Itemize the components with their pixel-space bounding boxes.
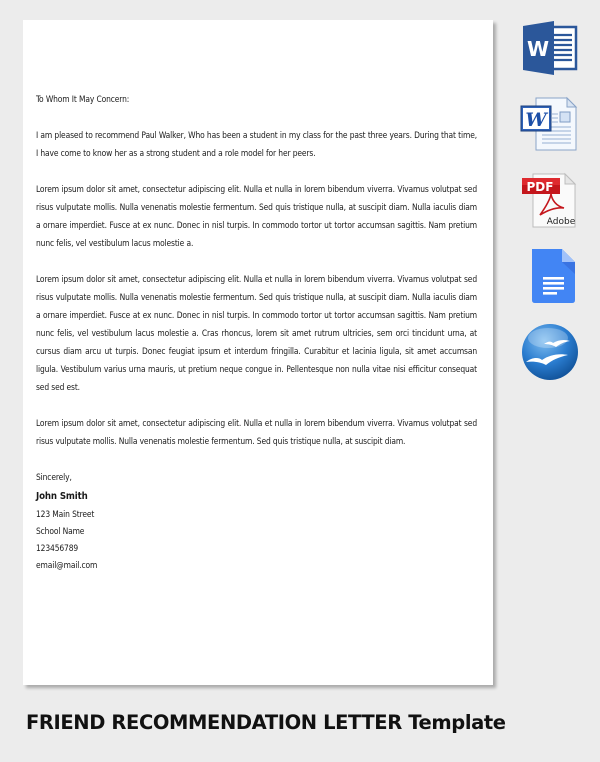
template-caption xyxy=(26,711,506,734)
caption-title: FRIEND RECOMMENDATION LETTER xyxy=(26,711,402,734)
svg-text:W: W xyxy=(526,37,550,61)
openoffice-icon[interactable] xyxy=(520,322,580,382)
letter-closing: Sincerely, xyxy=(36,472,72,482)
svg-text:PDF: PDF xyxy=(526,180,554,194)
letter-body xyxy=(36,90,477,574)
svg-text:W: W xyxy=(525,109,547,131)
signature-phone: 123456789 xyxy=(36,543,79,553)
letter-paragraph-intro: I am pleased to recommend Paul Walker, Who has been a student in my class for the past three years. During that time, I have come to know her as a strong student and a role model for her peers. xyxy=(36,130,477,158)
signature-school: School Name xyxy=(36,526,85,536)
letter-paragraph: Lorem ipsum dolor sit amet, consectetur adipiscing elit. Nulla et nulla in lorem bibendum viverra. Vivamus volutpat sed risus vulputate mollis. Nulla venenatis molestie fermentum. Sed quis tristique nulla, at suscipit diam. xyxy=(36,418,477,446)
google-docs-icon[interactable] xyxy=(520,246,580,306)
letter-salutation: To Whom It May Concern: xyxy=(36,94,130,104)
format-icons xyxy=(520,18,580,398)
svg-text:Adobe: Adobe xyxy=(546,217,576,227)
pdf-adobe-icon[interactable] xyxy=(520,170,580,230)
caption-suffix: Template xyxy=(408,711,506,734)
letter-sheet xyxy=(23,20,493,685)
signature-name: John Smith xyxy=(36,491,88,502)
letter-paragraph: Lorem ipsum dolor sit amet, consectetur adipiscing elit. Nulla et nulla in lorem bibendum viverra. Vivamus volutpat sed risus vulputate mollis. Nulla venenatis molestie fermentum. Sed quis tristique nulla, at suscipit diam. Nulla iaculis diam a ornare imperdiet. Fusce at ex nunc. Donec in nisl turpis. In commodo tortor ut tortor accumsan sagittis. Nam pretium nunc felis, vel vestibulum lacus molestie a. Cras rhoncus, lorem sit amet rutrum ultricies, sem orci tincidunt urna, at cursus diam arcu ut turpis. Donec feugiat ipsum et interdum fringilla. Curabitur et lacinia ligula, sit amet accumsan ligula. Vestibulum varius urna mauris, ut pretium neque congue in. Pellentesque non nulla vitae nisi efficitur consequat sed sed est. xyxy=(36,274,477,392)
ms-word-2003-icon[interactable] xyxy=(520,94,580,154)
letter-paragraph: Lorem ipsum dolor sit amet, consectetur adipiscing elit. Nulla et nulla in lorem bibendum viverra. Vivamus volutpat sed risus vulputate mollis. Nulla venenatis molestie fermentum. Sed quis tristique nulla, at suscipit diam. Nulla iaculis diam a ornare imperdiet. Fusce at ex nunc. Donec in nisl turpis. In commodo tortor ut tortor accumsan sagittis. Nam pretium nunc felis, vel vestibulum lacus molestie a. xyxy=(36,184,477,248)
signature-email: email@mail.com xyxy=(36,560,98,570)
signature-address: 123 Main Street xyxy=(36,509,95,519)
ms-word-2013-icon[interactable] xyxy=(520,18,580,78)
